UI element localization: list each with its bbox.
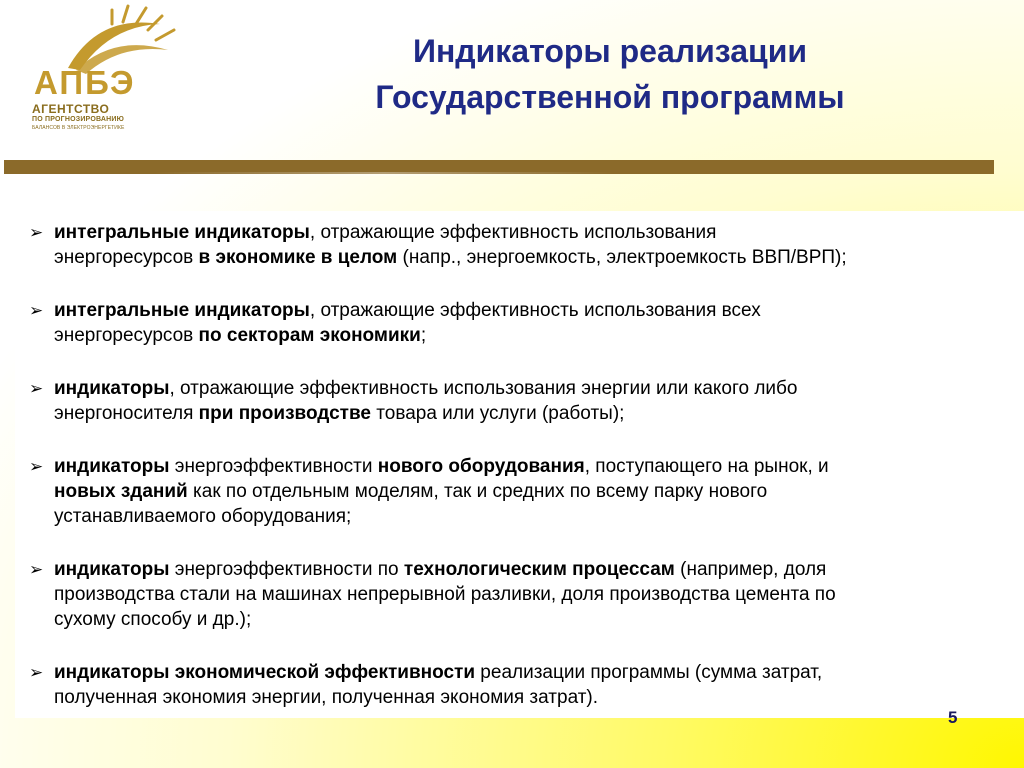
bullet-bold-text: индикаторы — [54, 559, 170, 580]
arrow-bullet-icon: ➢ — [29, 663, 44, 682]
arrow-bullet-icon: ➢ — [29, 560, 44, 579]
bullet-bold-text: новых зданий — [54, 481, 188, 502]
bullet-text: реализации программы (сумма затрат, — [475, 662, 823, 683]
bullet-text: как по отдельным моделям, так и средних по всему парку нового — [187, 481, 768, 502]
bullet-bold-text: нового оборудования — [377, 456, 585, 477]
bullet-text: (напр., энергоемкость, электроемкость ВВП/ВРП); — [397, 247, 847, 268]
bullet-item — [29, 298, 1024, 348]
bullet-text: энергоресурсов — [54, 325, 199, 346]
arrow-bullet-icon: ➢ — [29, 301, 44, 320]
bullet-bold-text: интегральные индикаторы — [54, 300, 310, 321]
bullet-text: производства стали на машинах непрерывной разливки, доля производства цемента по — [54, 584, 836, 605]
bullet-bold-text: индикаторы — [54, 378, 170, 399]
bullet-text: устанавливаемого оборудования; — [54, 506, 352, 527]
bullet-item — [29, 557, 1024, 632]
bullet-text: , отражающие эффективность использования — [309, 222, 717, 243]
arrow-bullet-icon: ➢ — [29, 379, 44, 398]
bullet-bold-text: интегральные индикаторы — [54, 222, 310, 243]
logo-abbreviation: АПБЭ — [34, 64, 136, 101]
bullet-bold-text: технологическим процессам — [403, 559, 675, 580]
bullet-item — [29, 220, 1024, 270]
bullet-text: полученная экономия энергии, полученная экономия затрат). — [54, 687, 599, 708]
logo-name: АГЕНТСТВО — [32, 102, 110, 116]
bullet-bold-text: индикаторы экономической эффективности — [54, 662, 476, 683]
bullet-text: энергоэффективности по — [169, 559, 404, 580]
bullet-item — [29, 454, 1024, 529]
bullet-text: , отражающие эффективность использования всех — [309, 300, 761, 321]
arrow-bullet-icon: ➢ — [29, 223, 44, 242]
bullet-list — [15, 211, 1024, 718]
bullet-bold-text: индикаторы — [54, 456, 170, 477]
slide-title — [200, 28, 1020, 120]
bullet-text: энергоносителя — [54, 403, 199, 424]
logo-subtitle-1: ПО ПРОГНОЗИРОВАНИЮ — [32, 116, 125, 123]
bullet-text: товара или услуги (работы); — [370, 403, 625, 424]
arrow-bullet-icon: ➢ — [29, 457, 44, 476]
slide-title-line-2: Государственной программы — [375, 79, 845, 115]
bullet-bold-text: по секторам экономики — [198, 325, 421, 346]
bullet-item — [29, 376, 1024, 426]
bullet-text: сухому способу и др.); — [54, 609, 252, 630]
bullet-item — [29, 660, 1024, 710]
title-divider-bar — [4, 160, 994, 174]
bullet-text: , поступающего на рынок, и — [584, 456, 829, 477]
bullet-text: энергоэффективности — [169, 456, 378, 477]
logo-subtitle-2: БАЛАНСОВ В ЭЛЕКТРОЭНЕРГЕТИКЕ — [32, 125, 125, 131]
page-number: 5 — [948, 708, 958, 727]
bullet-text: , отражающие эффективность использования энергии или какого либо — [169, 378, 798, 399]
bullet-bold-text: при производстве — [198, 403, 371, 424]
bullet-text: ; — [420, 325, 427, 346]
bullet-text: энергоресурсов — [54, 247, 199, 268]
agency-logo — [28, 4, 178, 134]
bullet-bold-text: в экономике в целом — [198, 247, 398, 268]
slide-title-line-1: Индикаторы реализации — [412, 33, 808, 69]
bullet-text: (например, доля — [674, 559, 827, 580]
